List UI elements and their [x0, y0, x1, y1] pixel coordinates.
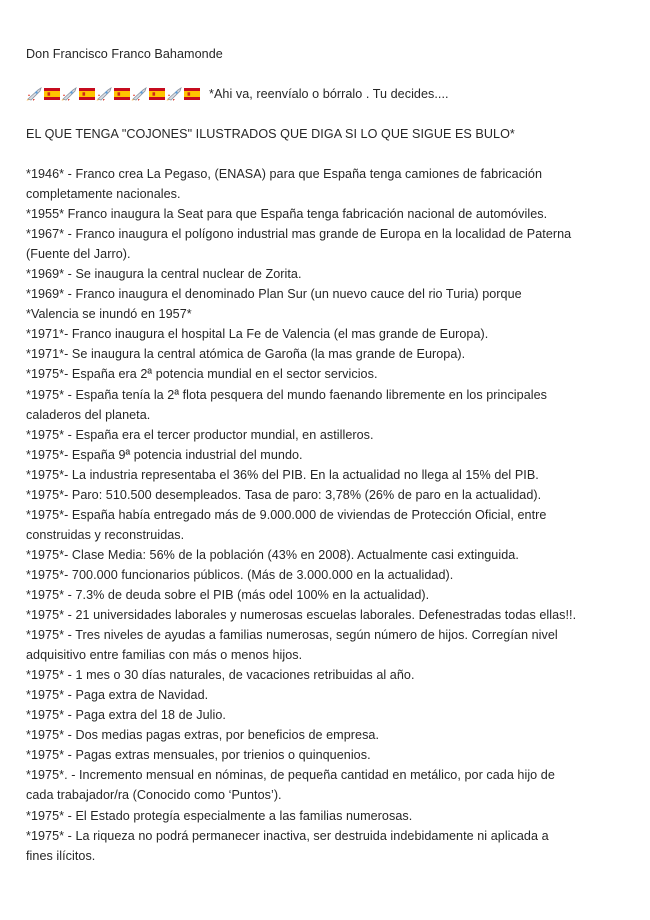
text-line: (Fuente del Jarro). [26, 247, 131, 262]
spain-flag-icon [79, 88, 95, 100]
rocket-icon [166, 87, 183, 101]
text-line: *1975*- Clase Media: 56% de la población (43% en 2008). Actualmente casi extinguida. [26, 547, 519, 562]
challenge-heading: EL QUE TENGA "COJONES" ILUSTRADOS QUE DIGA SI LO QUE SIGUE ES BULO* [26, 127, 515, 141]
text-line: *1975*- 700.000 funcionarios públicos. (Más de 3.000.000 en la actualidad). [26, 567, 454, 582]
text-line: *1975* - España tenía la 2ª flota pesquera del mundo faenando libremente en los principales [26, 387, 548, 402]
text-line: *1975* - España era el tercer productor mundial, en astilleros. [26, 427, 374, 442]
text-line: *1975*- España era 2ª potencia mundial en el sector servicios. [26, 367, 378, 382]
text-line: *1975* - La riqueza no podrá permanecer inactiva, ser destruida indebidamente ni aplicada a [26, 828, 549, 843]
text-line: cada trabajador/ra (Conocido como ‘Puntos’). [26, 788, 282, 803]
emoji-sequence [26, 87, 201, 101]
text-line: *1971*- Se inaugura la central atómica de Garoña (la mas grande de Europa). [26, 347, 466, 362]
text-line: *1975* - 21 universidades laborales y numerosas escuelas laborales. Defenestradas todas ellas!!. [26, 608, 577, 623]
spain-flag-icon [184, 88, 200, 100]
intro-line [26, 84, 632, 104]
text-line: *1975*- La industria representaba el 36% del PIB. En la actualidad no llega al 15% del PIB. [26, 467, 539, 482]
spain-flag-icon [149, 88, 165, 100]
text-line: *1946* - Franco crea La Pegaso, (ENASA) para que España tenga camiones de fabricación [26, 167, 542, 181]
spacer [26, 64, 632, 84]
document-title: Don Francisco Franco Bahamonde [26, 47, 223, 61]
document-body [26, 44, 632, 866]
rocket-icon [96, 87, 113, 101]
text-line: *1975*- España 9ª potencia industrial del mundo. [26, 447, 303, 462]
text-line: construidas y reconstruidas. [26, 527, 185, 542]
spain-flag-icon [44, 88, 60, 100]
rocket-icon [131, 87, 148, 101]
text-line: *1975* - Dos medias pagas extras, por beneficios de empresa. [26, 728, 380, 743]
text-line: caladeros del planeta. [26, 407, 151, 422]
text-line: *1975* - El Estado protegía especialmente a las familias numerosas. [26, 808, 413, 823]
text-line: *1975* - Pagas extras mensuales, por trienios o quinquenios. [26, 748, 371, 763]
text-line: fines ilícitos. [26, 848, 96, 863]
text-line: *1975* - Paga extra del 18 de Julio. [26, 708, 226, 723]
text-line: *Valencia se inundó en 1957* [26, 307, 192, 322]
spacer [26, 104, 632, 124]
text-line: *1971*- Franco inaugura el hospital La Fe de Valencia (el mas grande de Europa). [26, 327, 489, 342]
facts-list [26, 164, 632, 866]
text-line: *1975* - 7.3% de deuda sobre el PIB (más odel 100% en la actualidad). [26, 587, 430, 602]
text-line: adquisitivo entre familias con más o menos hijos. [26, 648, 303, 663]
text-line: *1975* - 1 mes o 30 días naturales, de vacaciones retribuidas al año. [26, 668, 415, 683]
text-line: *1955* Franco inaugura la Seat para que España tenga fabricación nacional de automóviles. [26, 207, 548, 222]
text-line: *1967* - Franco inaugura el polígono industrial mas grande de Europa en la localidad de Paterna [26, 227, 572, 242]
text-line: *1975* - Paga extra de Navidad. [26, 688, 209, 703]
text-line: *1969* - Se inaugura la central nuclear de Zorita. [26, 267, 302, 282]
text-line: *1975*- España había entregado más de 9.000.000 de viviendas de Protección Oficial, entre [26, 507, 547, 522]
spain-flag-icon [114, 88, 130, 100]
spacer [26, 144, 632, 164]
text-line: completamente nacionales. [26, 187, 181, 202]
rocket-icon [26, 87, 43, 101]
text-line: *1975*- Paro: 510.500 desempleados. Tasa de paro: 3,78% (26% de paro en la actualidad). [26, 487, 542, 502]
text-line: *1975* - Tres niveles de ayudas a familias numerosas, según número de hijos. Corregían nivel [26, 628, 558, 643]
text-line: *1975*. - Incremento mensual en nóminas, de pequeña cantidad en metálico, por cada hijo de [26, 768, 555, 783]
intro-text: *Ahi va, reenvíalo o bórralo . Tu decides.... [209, 87, 449, 101]
text-line: *1969* - Franco inaugura el denominado Plan Sur (un nuevo cauce del rio Turia) porque [26, 287, 522, 302]
rocket-icon [61, 87, 78, 101]
